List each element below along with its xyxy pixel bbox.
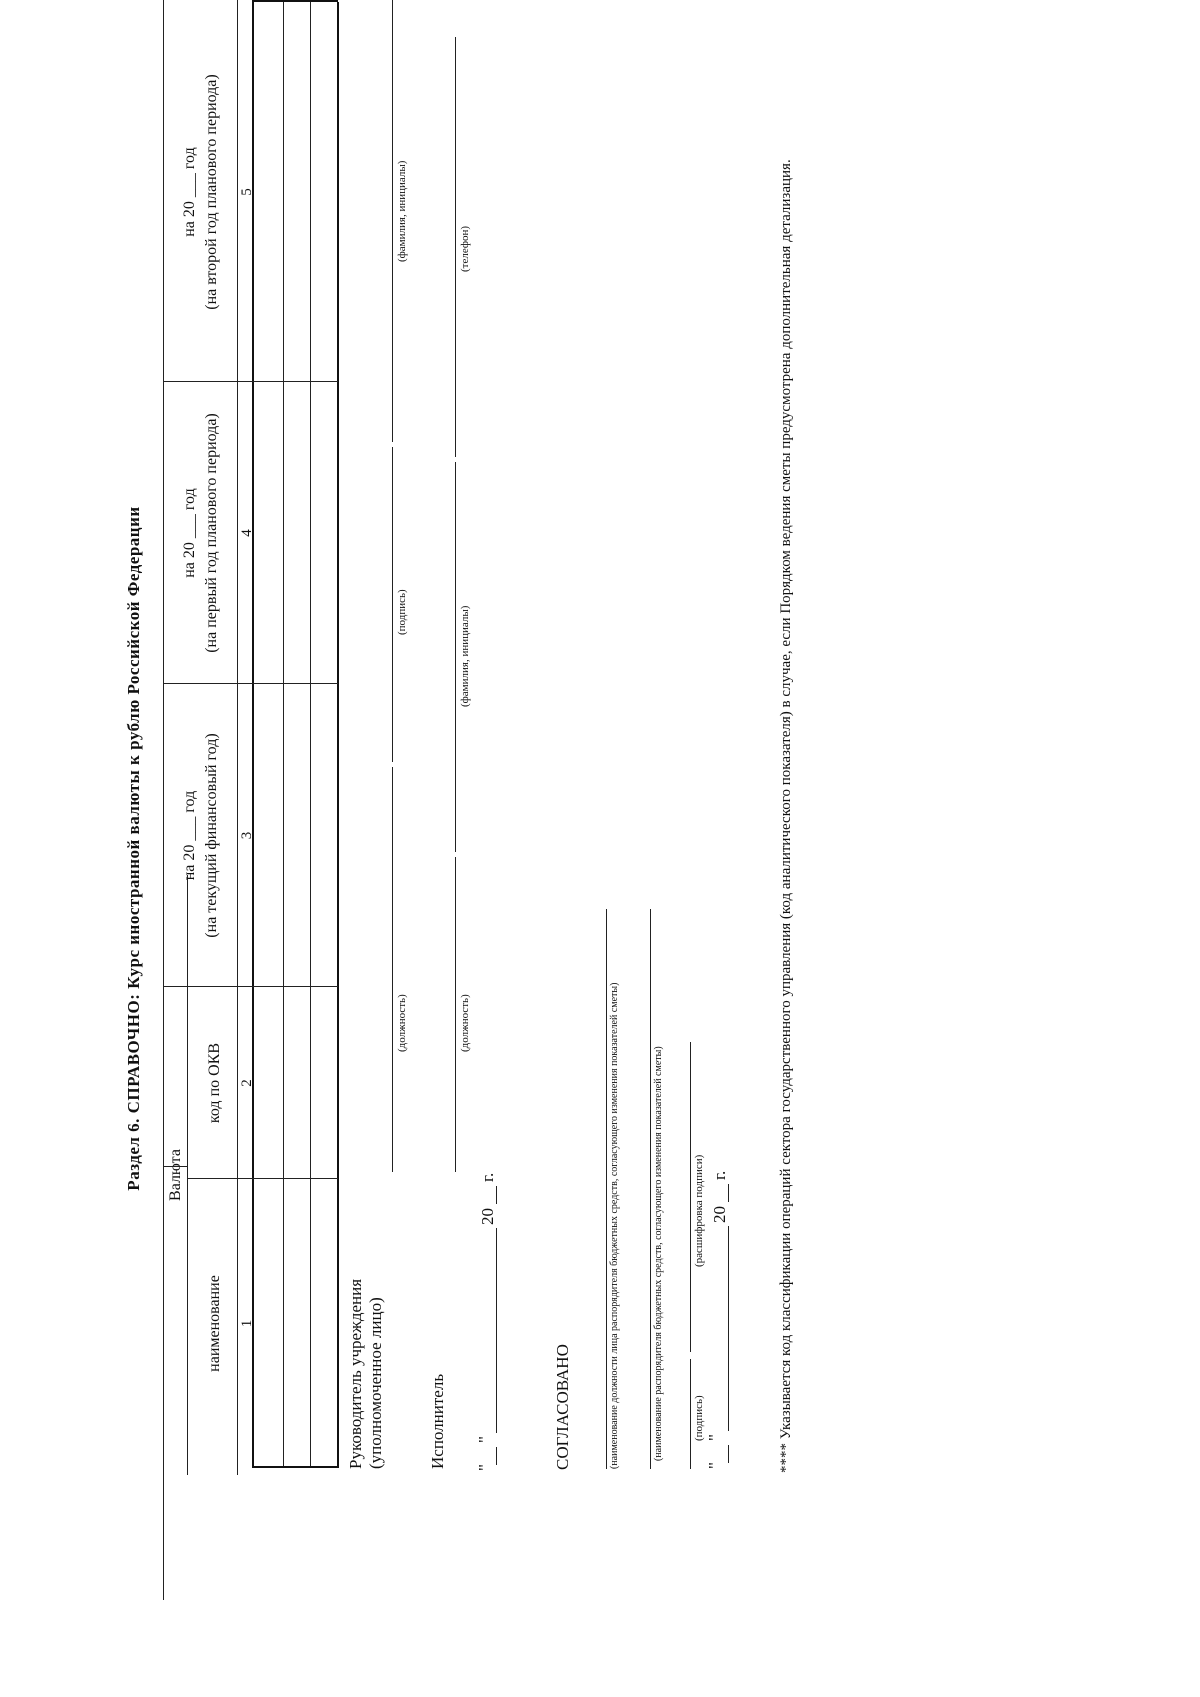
agreed-date-quote-close: "	[705, 1434, 724, 1441]
agreed-heading: СОГЛАСОВАНО	[553, 1344, 572, 1470]
col-number-3: 3	[239, 831, 255, 840]
col-number-4: 4	[239, 529, 255, 537]
header-divider	[237, 0, 238, 1475]
agreed-date-year-field[interactable]	[728, 1184, 729, 1202]
col-header-current-year: на 20 ___ год	[181, 790, 198, 881]
agreed-decoding-caption: (расшифровка подписи)	[693, 1154, 705, 1267]
head-signature-caption: (подпись)	[396, 589, 408, 635]
agreeing-official-caption: (наименование должности лица распорядителя бюджетных средств, согласующего изменения показателей сметы)	[609, 982, 620, 1469]
executor-phone-caption: (телефон)	[459, 225, 471, 272]
col-number-5: 5	[239, 188, 255, 196]
head-position-caption: (должность)	[396, 994, 408, 1052]
date-year-prefix: 20	[478, 1208, 497, 1225]
agreeing-manager-caption: (наименование распорядителя бюджетных средств, согласующего изменения показателей сметы)	[653, 1046, 664, 1461]
head-name-field[interactable]	[392, 0, 393, 442]
agreed-signature-field[interactable]	[690, 1359, 691, 1469]
head-name-caption: (фамилия, инициалы)	[396, 160, 408, 262]
currency-group-label: Валюта	[167, 1149, 184, 1201]
col-header-code: код по ОКВ	[206, 1042, 223, 1124]
date-quote-close: "	[475, 1436, 494, 1443]
agreeing-manager-field[interactable]	[650, 909, 651, 1469]
col-number-1: 1	[239, 1319, 255, 1328]
data-bottom-border	[337, 2, 339, 1468]
col-header-name: наименование	[206, 1275, 223, 1372]
date-month-field[interactable]	[496, 1228, 497, 1433]
head-label-sub: (уполномоченное лицо)	[366, 1297, 385, 1469]
agreeing-official-field[interactable]	[606, 909, 607, 1469]
head-position-field[interactable]	[392, 767, 393, 1172]
head-label: Руководитель учреждения	[346, 1278, 365, 1469]
col-header-second-plan-year-sub: (на второй год планового периода)	[203, 74, 220, 310]
date-day-field[interactable]	[496, 1447, 497, 1465]
agreed-decoding-field[interactable]	[690, 1042, 691, 1352]
table-top-border	[163, 0, 164, 1600]
agreed-date-year-prefix: 20	[710, 1206, 729, 1223]
executor-position-field[interactable]	[455, 857, 456, 1172]
date-year-field[interactable]	[496, 1186, 497, 1204]
date-suffix: г.	[478, 1172, 497, 1182]
agreed-date-quote-open: "	[705, 1462, 724, 1469]
head-signature-field[interactable]	[392, 447, 393, 762]
executor-name-field[interactable]	[455, 462, 456, 852]
date-quote-open: "	[475, 1464, 494, 1471]
col-header-second-plan-year: на 20 ___ год	[181, 147, 198, 237]
col-header-first-plan-year: на 20 ___ год	[181, 488, 198, 578]
col-header-current-year-sub: (на текущий финансовый год)	[203, 733, 220, 938]
col-number-2: 2	[239, 1079, 255, 1087]
agreed-date-day-field[interactable]	[728, 1445, 729, 1463]
table-right-border	[252, 0, 338, 2]
col-header-first-plan-year-sub: (на первый год планового периода)	[203, 413, 220, 653]
executor-phone-field[interactable]	[455, 37, 456, 457]
agreed-date-suffix: г.	[710, 1170, 729, 1180]
agreed-signature-caption: (подпись)	[693, 1395, 705, 1441]
row-divider-2	[310, 2, 311, 1468]
agreed-date-month-field[interactable]	[728, 1226, 729, 1431]
row-divider-1	[283, 2, 284, 1468]
section-title: Раздел 6. СПРАВОЧНО: Курс иностранной валюты к рублю Российской Федерации	[124, 506, 143, 1191]
table-left-border	[252, 1466, 338, 1468]
footnote: **** Указывается код классификации операций сектора государственного управления (код аналитического показателя) в случае, если Порядком ведения сметы предусмотрена дополнительная детализация.	[778, 159, 794, 1473]
executor-position-caption: (должность)	[459, 994, 471, 1052]
executor-label: Исполнитель	[428, 1373, 447, 1469]
executor-name-caption: (фамилия, инициалы)	[459, 605, 471, 707]
